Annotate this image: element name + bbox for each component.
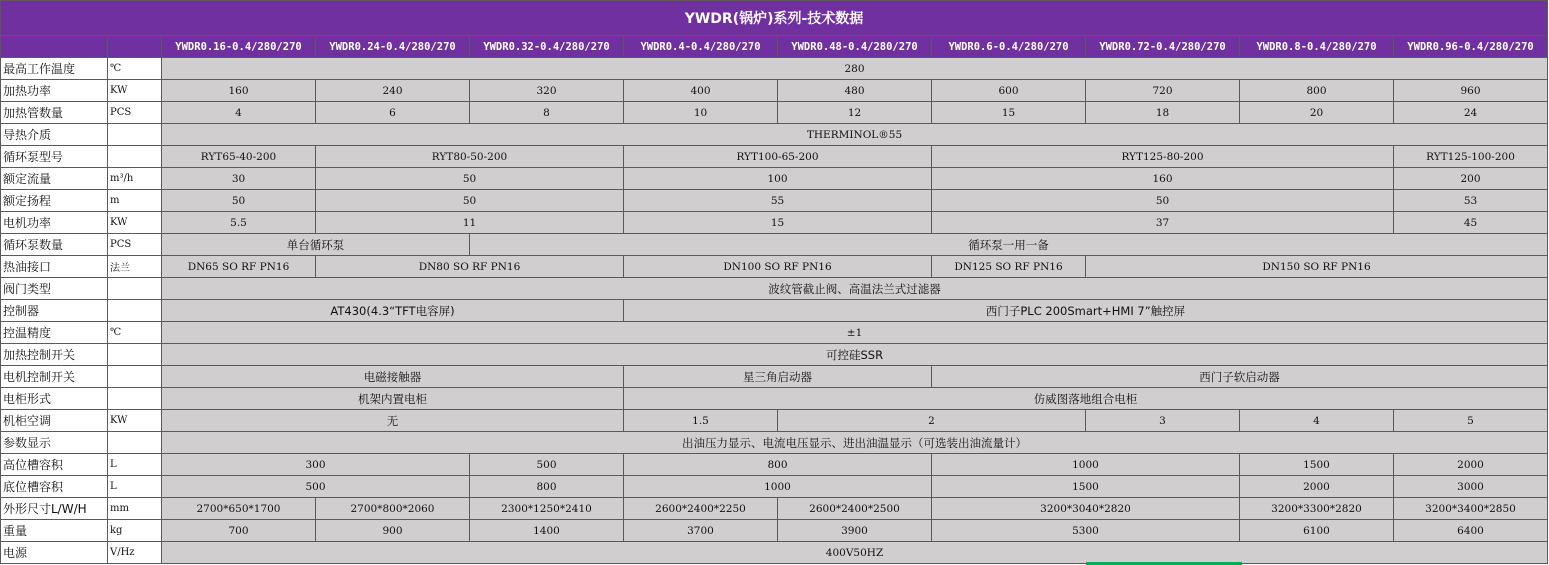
spec-row <box>1 432 1548 454</box>
spec-row <box>1 542 1548 564</box>
row-label: 导热介质 <box>1 124 108 146</box>
spec-value-cell: THERMINOL®55 <box>162 124 1548 146</box>
spec-value-cell: 53 <box>1394 190 1548 212</box>
model-header-6: YWDR0.6-0.4/280/270 <box>932 36 1086 58</box>
spec-value-cell: RYT100-65-200 <box>624 146 932 168</box>
spec-value-cell: 900 <box>316 520 470 542</box>
row-unit: KW <box>108 410 162 432</box>
spec-value-cell: 2600*2400*2250 <box>624 498 778 520</box>
spec-value-cell: 55 <box>624 190 932 212</box>
spec-value-cell: 30 <box>162 168 316 190</box>
spec-value-cell: 8 <box>470 102 624 124</box>
spec-value-cell: 1000 <box>624 476 932 498</box>
spec-row <box>1 322 1548 344</box>
model-header-4: YWDR0.4-0.4/280/270 <box>624 36 778 58</box>
row-label: 额定扬程 <box>1 190 108 212</box>
spec-value-cell: 机架内置电柜 <box>162 388 624 410</box>
row-unit <box>108 366 162 388</box>
spec-value-cell: 1.5 <box>624 410 778 432</box>
spec-value-cell: 4 <box>1240 410 1394 432</box>
spec-row <box>1 300 1548 322</box>
spec-value-cell: 50 <box>162 190 316 212</box>
model-header-1: YWDR0.16-0.4/280/270 <box>162 36 316 58</box>
spec-value-cell: 45 <box>1394 212 1548 234</box>
spec-row <box>1 498 1548 520</box>
row-label: 加热控制开关 <box>1 344 108 366</box>
row-label: 最高工作温度 <box>1 58 108 80</box>
spec-value-cell: 20 <box>1240 102 1394 124</box>
spec-value-cell: 100 <box>624 168 932 190</box>
model-header-2: YWDR0.24-0.4/280/270 <box>316 36 470 58</box>
row-label: 重量 <box>1 520 108 542</box>
spec-value-cell: 600 <box>932 80 1086 102</box>
spec-value-cell: DN125 SO RF PN16 <box>932 256 1086 278</box>
spec-row <box>1 212 1548 234</box>
spec-row <box>1 80 1548 102</box>
model-header-8: YWDR0.8-0.4/280/270 <box>1240 36 1394 58</box>
spec-row <box>1 366 1548 388</box>
row-unit: KW <box>108 212 162 234</box>
spec-value-cell: AT430(4.3“TFT电容屏) <box>162 300 624 322</box>
spec-row <box>1 190 1548 212</box>
spec-value-cell: 6400 <box>1394 520 1548 542</box>
spec-value-cell: 400V50HZ <box>162 542 1548 564</box>
spec-row <box>1 344 1548 366</box>
spec-value-cell: 50 <box>932 190 1394 212</box>
spec-value-cell: RYT80-50-200 <box>316 146 624 168</box>
spec-row <box>1 58 1548 80</box>
spec-value-cell: 800 <box>624 454 932 476</box>
spec-value-cell: 2000 <box>1394 454 1548 476</box>
spec-value-cell: 仿威图落地组合电柜 <box>624 388 1548 410</box>
row-unit <box>108 146 162 168</box>
spec-row <box>1 146 1548 168</box>
row-unit: L <box>108 476 162 498</box>
spec-row <box>1 410 1548 432</box>
spec-value-cell: 160 <box>932 168 1394 190</box>
header-blank-label <box>1 36 108 58</box>
row-label: 循环泵型号 <box>1 146 108 168</box>
spec-value-cell: 11 <box>316 212 624 234</box>
header-blank-unit <box>108 36 162 58</box>
spec-value-cell: 480 <box>778 80 932 102</box>
spec-value-cell: 12 <box>778 102 932 124</box>
spec-value-cell: 3200*3400*2850 <box>1394 498 1548 520</box>
spec-value-cell: DN100 SO RF PN16 <box>624 256 932 278</box>
spec-value-cell: 1500 <box>932 476 1240 498</box>
spec-value-cell: RYT125-100-200 <box>1394 146 1548 168</box>
sheet-title: YWDR(锅炉)系列-技术数据 <box>1 1 1548 36</box>
spec-value-cell: ±1 <box>162 322 1548 344</box>
spec-value-cell: 3 <box>1086 410 1240 432</box>
row-unit: L <box>108 454 162 476</box>
row-label: 加热管数量 <box>1 102 108 124</box>
spec-value-cell: 700 <box>162 520 316 542</box>
spec-value-cell: 50 <box>316 190 624 212</box>
spec-value-cell: 960 <box>1394 80 1548 102</box>
spec-value-cell: 2 <box>778 410 1086 432</box>
row-unit: V/Hz <box>108 542 162 564</box>
spec-value-cell: 15 <box>932 102 1086 124</box>
spec-value-cell: 3700 <box>624 520 778 542</box>
spec-row <box>1 234 1548 256</box>
spec-row <box>1 256 1548 278</box>
spec-value-cell: 可控硅SSR <box>162 344 1548 366</box>
model-header-7: YWDR0.72-0.4/280/270 <box>1086 36 1240 58</box>
spec-value-cell: 2700*650*1700 <box>162 498 316 520</box>
spec-value-cell: 160 <box>162 80 316 102</box>
spec-value-cell: 15 <box>624 212 932 234</box>
spec-value-cell: 无 <box>162 410 624 432</box>
spec-value-cell: 5300 <box>932 520 1240 542</box>
model-header-row <box>1 36 1548 58</box>
spec-value-cell: 1400 <box>470 520 624 542</box>
spec-row <box>1 388 1548 410</box>
row-unit <box>108 124 162 146</box>
row-unit <box>108 278 162 300</box>
spec-value-cell: 2300*1250*2410 <box>470 498 624 520</box>
spec-row <box>1 520 1548 542</box>
spec-row <box>1 454 1548 476</box>
spec-row <box>1 476 1548 498</box>
spec-value-cell: 1000 <box>932 454 1240 476</box>
spec-value-cell: RYT65-40-200 <box>162 146 316 168</box>
row-label: 参数显示 <box>1 432 108 454</box>
spec-value-cell: RYT125-80-200 <box>932 146 1394 168</box>
row-unit <box>108 344 162 366</box>
spec-value-cell: 24 <box>1394 102 1548 124</box>
model-header-9: YWDR0.96-0.4/280/270 <box>1394 36 1548 58</box>
spec-value-cell: 200 <box>1394 168 1548 190</box>
spec-value-cell: 2600*2400*2500 <box>778 498 932 520</box>
title-row <box>1 1 1548 36</box>
spec-value-cell: DN80 SO RF PN16 <box>316 256 624 278</box>
spec-value-cell: 5 <box>1394 410 1548 432</box>
spec-value-cell: 单台循环泵 <box>162 234 470 256</box>
spec-value-cell: 37 <box>932 212 1394 234</box>
row-label: 控制器 <box>1 300 108 322</box>
spec-value-cell: 300 <box>162 454 470 476</box>
spec-value-cell: DN65 SO RF PN16 <box>162 256 316 278</box>
spec-value-cell: 3900 <box>778 520 932 542</box>
model-header-5: YWDR0.48-0.4/280/270 <box>778 36 932 58</box>
row-unit: ℃ <box>108 58 162 80</box>
spec-value-cell: 循环泵一用一备 <box>470 234 1548 256</box>
spec-value-cell: 6 <box>316 102 470 124</box>
spec-value-cell: DN150 SO RF PN16 <box>1086 256 1548 278</box>
spec-value-cell: 18 <box>1086 102 1240 124</box>
row-unit: mm <box>108 498 162 520</box>
spec-row <box>1 278 1548 300</box>
row-unit: kg <box>108 520 162 542</box>
row-label: 控温精度 <box>1 322 108 344</box>
row-unit: PCS <box>108 234 162 256</box>
row-unit <box>108 432 162 454</box>
row-unit: m³/h <box>108 168 162 190</box>
spec-row <box>1 102 1548 124</box>
spec-value-cell: 320 <box>470 80 624 102</box>
row-label: 底位槽容积 <box>1 476 108 498</box>
row-unit <box>108 388 162 410</box>
row-unit: PCS <box>108 102 162 124</box>
spec-row <box>1 168 1548 190</box>
spec-value-cell: 1500 <box>1240 454 1394 476</box>
spec-value-cell: 4 <box>162 102 316 124</box>
spec-value-cell: 50 <box>316 168 624 190</box>
spec-value-cell: 3000 <box>1394 476 1548 498</box>
row-label: 电机控制开关 <box>1 366 108 388</box>
row-label: 电机功率 <box>1 212 108 234</box>
row-label: 额定流量 <box>1 168 108 190</box>
spec-value-cell: 3200*3040*2820 <box>932 498 1240 520</box>
model-header-3: YWDR0.32-0.4/280/270 <box>470 36 624 58</box>
spec-row <box>1 124 1548 146</box>
row-unit: m <box>108 190 162 212</box>
spec-value-cell: 2000 <box>1240 476 1394 498</box>
spec-value-cell: 西门子PLC 200Smart+HMI 7”触控屏 <box>624 300 1548 322</box>
row-label: 阀门类型 <box>1 278 108 300</box>
row-label: 加热功率 <box>1 80 108 102</box>
spec-value-cell: 500 <box>470 454 624 476</box>
row-label: 循环泵数量 <box>1 234 108 256</box>
spec-value-cell: 波纹管截止阀、高温法兰式过滤器 <box>162 278 1548 300</box>
spec-value-cell: 电磁接触器 <box>162 366 624 388</box>
spec-value-cell: 400 <box>624 80 778 102</box>
spec-value-cell: 500 <box>162 476 470 498</box>
row-label: 机柜空调 <box>1 410 108 432</box>
row-label: 外形尺寸L/W/H <box>1 498 108 520</box>
row-unit: KW <box>108 80 162 102</box>
spec-value-cell: 720 <box>1086 80 1240 102</box>
spec-value-cell: 5.5 <box>162 212 316 234</box>
spec-value-cell: 240 <box>316 80 470 102</box>
spec-value-cell: 800 <box>470 476 624 498</box>
spec-value-cell: 800 <box>1240 80 1394 102</box>
row-unit <box>108 300 162 322</box>
spec-value-cell: 出油压力显示、电流电压显示、进出油温显示（可选装出油流量计） <box>162 432 1548 454</box>
spec-value-cell: 280 <box>162 58 1548 80</box>
spec-value-cell: 10 <box>624 102 778 124</box>
spec-table-body <box>1 1 1548 564</box>
row-label: 高位槽容积 <box>1 454 108 476</box>
spec-value-cell: 西门子软启动器 <box>932 366 1548 388</box>
spec-value-cell: 星三角启动器 <box>624 366 932 388</box>
row-label: 热油接口 <box>1 256 108 278</box>
spec-value-cell: 2700*800*2060 <box>316 498 470 520</box>
row-label: 电源 <box>1 542 108 564</box>
row-unit: 法兰 <box>108 256 162 278</box>
spec-value-cell: 3200*3300*2820 <box>1240 498 1394 520</box>
row-unit: ℃ <box>108 322 162 344</box>
row-label: 电柜形式 <box>1 388 108 410</box>
spec-value-cell: 6100 <box>1240 520 1394 542</box>
